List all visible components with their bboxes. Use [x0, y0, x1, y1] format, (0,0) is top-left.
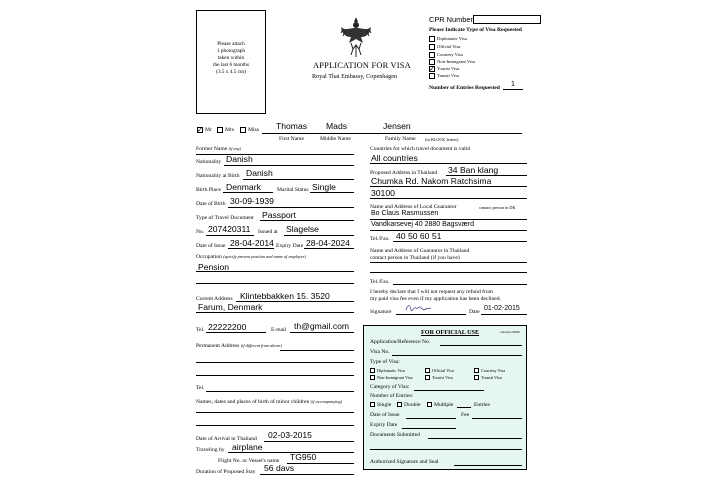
block-letters-note: (in BLOCK letters): [425, 137, 459, 142]
issued-at-value[interactable]: Slagelse: [286, 224, 319, 234]
telfax2-label: Tel./Fax.: [370, 279, 390, 285]
official-official-label: Official Visa: [432, 368, 454, 373]
tel-label: Tel.: [196, 327, 205, 333]
visa-type-diplomatic-label: Diplomatic Visa: [437, 36, 467, 41]
visa-type-transit-label: Transit Visa: [437, 73, 460, 78]
former-name-label: Former Name (if any): [196, 146, 242, 152]
official-docs: Documents Submitted: [370, 432, 420, 438]
official-code: visa/doc/0000: [500, 330, 520, 334]
proposed-address-line3[interactable]: 30100: [371, 188, 395, 198]
official-entries: Number of Entries:: [370, 393, 414, 399]
visa-type-official-checkbox[interactable]: [429, 44, 435, 50]
telfax-label: Tel./Fax.: [370, 236, 390, 242]
dob-value[interactable]: 30-09-1939: [230, 196, 274, 206]
travel-value[interactable]: airplane: [232, 442, 263, 452]
occupation-value[interactable]: Pension: [198, 262, 230, 272]
permanent-address-label: Permanent Address (if different from above): [196, 343, 282, 349]
official-courtesy-checkbox[interactable]: [474, 368, 479, 373]
date-value-1[interactable]: 01-02-2015: [484, 305, 520, 312]
marital-status-value[interactable]: Single: [312, 182, 336, 192]
dob-label: Date of Birth: [196, 201, 226, 207]
thai-guarantor-label-1: Name and Address of Guarantor in Thailand: [370, 248, 470, 254]
official-app-ref: Application/Reference No.: [370, 339, 431, 345]
official-official-checkbox[interactable]: [425, 368, 430, 373]
birth-place-label: Birth Place: [196, 187, 222, 193]
visa-type-diplomatic-checkbox[interactable]: [429, 36, 435, 42]
visa-type-transit-checkbox[interactable]: [429, 73, 435, 79]
doc-no-value[interactable]: 207420311: [208, 224, 251, 234]
form-title: APPLICATION FOR VISA: [313, 61, 411, 70]
official-diplomatic-checkbox[interactable]: [370, 368, 375, 373]
thai-guarantor-label-2: contact person in Thailand (if you have): [370, 255, 460, 261]
official-double-label: Double: [404, 402, 421, 408]
issue-date-value[interactable]: 28-04-2014: [230, 238, 274, 248]
nationality-birth-label: Nationality at Birth: [196, 173, 240, 179]
email-value[interactable]: th@gmail.com: [294, 321, 350, 331]
official-diplomatic-label: Diplomatic Visa: [377, 368, 405, 373]
issue-date-label: Date of Issue: [196, 243, 226, 249]
visa-type-nonimmigrant-label: Non-Immigrant Visa: [437, 59, 476, 64]
expiry-date-label: Expiry Date: [276, 243, 304, 249]
photo-instructions: Please attach 1 photograph taken within the last 6 months (3.5 x 4.5 cm): [212, 41, 250, 75]
children-label: Names, dates and places of birth of minor children (if accompanying): [196, 399, 343, 405]
garuda-emblem-icon: [339, 15, 373, 59]
entries-label: Number of Entries Requested: [429, 85, 500, 91]
nationality-label: Nationality: [196, 159, 222, 165]
official-title: FOR OFFICIAL USE: [421, 329, 480, 336]
title-miss-label: Miss: [248, 127, 259, 133]
visa-type-tourist-label: Tourist Visa: [437, 66, 460, 71]
title-mrs-label: Mrs: [225, 127, 235, 133]
official-auth-sig: Authorized Signature and Seal: [370, 459, 439, 465]
official-issue-date: Date of Issue: [370, 412, 400, 418]
current-address-label: Current Address: [196, 296, 233, 302]
middle-name-value[interactable]: Mads: [326, 121, 348, 131]
first-name-value[interactable]: Thomas: [276, 121, 308, 131]
title-mr-label: Mr: [205, 127, 212, 133]
countries-label: Countries for which travel document is valid: [370, 146, 471, 152]
photo-box: [196, 10, 266, 114]
official-multiple-checkbox[interactable]: [427, 402, 432, 407]
visa-type-heading: Please Indicate Type of Visa Requested: [429, 27, 522, 33]
issued-at-label: Issued at: [258, 229, 278, 235]
nationality-value[interactable]: Danish: [226, 154, 253, 164]
arrival-value[interactable]: 02-03-2015: [268, 430, 312, 440]
visa-type-courtesy-checkbox[interactable]: [429, 52, 435, 58]
official-single-checkbox[interactable]: [370, 402, 375, 407]
form-subtitle: Royal Thai Embassy, Copenhagen: [312, 73, 398, 80]
marital-status-label: Marital Status: [277, 187, 309, 193]
local-guarantor-label: Name and Address of Local Guarantor: [370, 204, 457, 210]
official-use-box: [363, 325, 527, 470]
official-visa-no: Visa No.: [370, 349, 390, 355]
title-mrs-checkbox[interactable]: [217, 127, 223, 133]
cpr-input[interactable]: [473, 15, 541, 24]
flight-label: Flight No. or Vessel's name: [218, 458, 280, 464]
countries-value[interactable]: All countries: [371, 153, 418, 163]
current-address-line2[interactable]: Farum, Denmark: [198, 302, 263, 312]
first-name-label: First Name: [279, 136, 305, 142]
signature-1: [404, 302, 434, 314]
nationality-birth-value[interactable]: Danish: [246, 168, 273, 178]
cpr-label: CPR Number: [429, 15, 473, 24]
middle-name-label: Middle Name: [320, 136, 351, 142]
official-single-label: Single: [377, 402, 392, 408]
current-address-line1[interactable]: Klintebbakken 15. 3520: [240, 291, 330, 301]
official-nonimmigrant-label: Non-Immigrant Visa: [377, 375, 413, 380]
check-mark-icon: ✓: [197, 126, 203, 134]
duration-label: Duration of Proposed Stay: [196, 469, 256, 475]
flight-value[interactable]: TG950: [290, 452, 317, 462]
official-category: Category of Visa:: [370, 384, 410, 390]
travel-label: Traveling by: [196, 447, 225, 453]
title-miss-checkbox[interactable]: [240, 127, 246, 133]
tel-value[interactable]: 22222200: [208, 322, 247, 332]
official-type-of-visa: Type of Visa:: [370, 359, 400, 365]
doc-type-label: Type of Travel Document: [196, 215, 254, 221]
occupation-label: Occupation (specify present position and name of employer): [196, 254, 306, 260]
official-transit-label: Transit Visa: [481, 375, 502, 380]
visa-type-courtesy-label: Courtesy Visa: [437, 52, 463, 57]
check-mark-icon: ✓: [429, 65, 435, 73]
duration-value[interactable]: 56 davs: [264, 463, 295, 473]
tel2-label: Tel.: [196, 385, 205, 391]
family-name-value[interactable]: Jensen: [383, 121, 411, 131]
declaration-line-2: my paid visa fee even if my application has been declined.: [370, 296, 501, 302]
visa-type-official-label: Official Visa: [437, 44, 461, 49]
family-name-label: Family Name: [385, 136, 416, 142]
birth-place-value[interactable]: Denmark: [226, 182, 261, 192]
proposed-address-line1[interactable]: 34 Ban klang: [448, 165, 499, 175]
signature-label-1: Signature: [370, 309, 392, 315]
official-nonimmigrant-checkbox[interactable]: [370, 375, 375, 380]
official-tourist-label: Tourist Visa: [432, 375, 453, 380]
official-double-checkbox[interactable]: [397, 402, 402, 407]
local-guarantor-line2[interactable]: Vandkarsevej 40 2880 Bagsværd: [371, 221, 474, 228]
expiry-date-value[interactable]: 28-04-2024: [306, 238, 350, 248]
doc-type-value[interactable]: Passport: [262, 210, 296, 220]
proposed-address-line2[interactable]: Chumka Rd. Nakom Ratchsima: [371, 176, 492, 186]
doc-no-label: No.: [196, 229, 205, 235]
local-guarantor-note: contact person in DK: [479, 205, 516, 210]
official-tourist-checkbox[interactable]: [425, 375, 430, 380]
official-multiple-label: Multiple: [434, 402, 454, 408]
local-guarantor-line1[interactable]: Bo Claus Rasmussen: [371, 210, 439, 217]
official-fee: Fee: [461, 412, 470, 418]
date-label-1: Date: [469, 309, 480, 315]
email-label: E-mail: [271, 327, 287, 333]
declaration-line-1: I hereby declare that I will not request any refund from: [370, 289, 494, 295]
arrival-label: Date of Arrival in Thailand: [196, 436, 257, 442]
official-courtesy-label: Courtesy Visa: [481, 368, 506, 373]
proposed-address-label: Proposed Address in Thailand: [370, 170, 438, 176]
telfax-value[interactable]: 40 50 60 51: [396, 231, 442, 241]
official-entries-count-label: Entries: [474, 402, 490, 408]
official-transit-checkbox[interactable]: [474, 375, 479, 380]
entries-value[interactable]: 1: [511, 81, 515, 88]
official-expiry: Expiry Date: [370, 422, 398, 428]
